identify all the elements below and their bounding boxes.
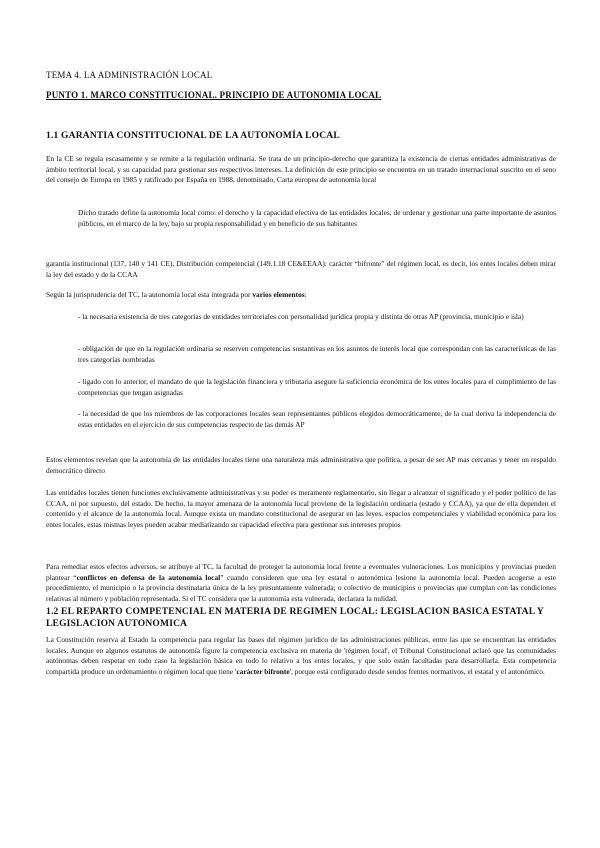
text-run: : xyxy=(304,290,307,299)
text-run: Según la jurisprudencia del TC, la autonomía local esta integrada por xyxy=(46,290,253,299)
paragraph-functions: Las entidades locales tienen funciones exclusivamente administrativas y su poder es meramente reglamentario, sin llegar a alcanzar el significado y el poder político de las CCAA, ni por supuesto, del estado. De hecho, la mayor amenaza de la autonomía local proviene de la legislación ordinaria (estado y CCAA), ya que de ella dependen el contenido y el alcance de la autonomía local. Aunque exista un mandato constitucional de asegurar en las leyes, espacios competenciales y viabilidad económica para los entes locales, estas mismas leyes pueden acabar mediatizando su capacidad efectiva para gestionar sus intereses propios xyxy=(46,488,556,529)
paragraph-definition: En la CE se regula escasamente y se remite a la regulación ordinaria. Se trata de un principio-derecho que garantiza la existencia de ciertas entidades administrativas de ámbito territorial local, y su capacidad para gestionar sus respectivos intereses. La definición de este principio se encuentra en un tratado internacional suscrito en el seno del consejo de Europa en 1985 y ratificado por España en 1988, denominado, Carta europea de autonomía local xyxy=(46,154,556,185)
bold-text: conflictos en defensa de la autonomía local xyxy=(76,572,221,582)
paragraph-protection xyxy=(46,562,556,604)
list-item: - ligado con lo anterior, el mandato de que la legislación financiera y tributaria asegure la suficiencia económica de los entes locales para el cumplimiento de las competencias que tengan asignadas xyxy=(78,377,556,397)
text-run: Para remediar estos efectos adversos, se atribuye al TC, la facultad de proteger la autonomía local frente a eventuales vulneraciones. Los municipios y provincias pueden plantear “ xyxy=(46,562,556,582)
paragraph-competence xyxy=(46,635,556,677)
subsection-title-1-1: 1.1 GARANTIA CONSTITUCIONAL DE LA AUTONOMÍA LOCAL xyxy=(46,131,340,141)
section-heading: PUNTO 1. MARCO CONSTITUCIONAL. PRINCIPIO DE AUTONOMIA LOCAL xyxy=(46,90,382,100)
bold-text: carácter bifronte xyxy=(236,666,290,676)
topic-heading: TEMA 4. LA ADMINISTRACIÓN LOCAL xyxy=(46,70,213,80)
bold-text: varios elementos xyxy=(252,290,305,299)
paragraph-elements-intro xyxy=(46,290,556,301)
list-item: - la necesaria existencia de tres categorías de entidades territoriales con personalidad jurídica propia y distinta de otras AP (provincia, municipio e isla) xyxy=(78,312,524,321)
subsection-title-1-2: 1.2 EL REPARTO COMPETENCIAL EN MATERIA DE REGIMEN LOCAL: LEGISLACION BASICA ESTATAL Y LEGISLACION AUTONOMICA xyxy=(46,607,544,629)
paragraph-nature: Estos elementos revelan que la autonomía de las entidades locales tiene una naturaleza más administrativa que política, a pesar de ser AP mas cercanas y tener un respaldo democrático directo xyxy=(46,455,556,475)
text-run: La Constitución reserva al Estado la competencia para regular las bases del régimen jurídico de las administraciones públicas, entre las que se encuentran las entidades locales. Aunque en algunos estatutos de autonomía figure la competencia exclusiva en materia de 'régimen local', el Tribunal Constitucional aclaró que las comunidades autónomas deben respetar en todo caso la legislación básica en todo lo relativo a los entes locales, y que solo están facultadas para desarrollarla. Esta competencia compartida produce un ordenamiento o régimen local que tiene ' xyxy=(46,635,556,676)
paragraph-guarantee: garantía institucional (137, 140 y 141 CE), Distribución competencial (149.1.18 CE&EEAA): carácter “bifronte” del régimen local, es decir, los entes locales deben mirar la ley del estado y de la CCAA xyxy=(46,259,556,279)
list-item: - la necesidad de que los miembros de las corporaciones locales sean representantes públicos elegidos democráticamente, de la cual deriva la independencia de estas entidades en el ejercicio de sus competencias respecto de las demás AP xyxy=(78,409,556,429)
text-run: ', porque está configurado desde sendos frentes normativos, el estatal y el autonómico. xyxy=(289,666,545,676)
text-run: ” cuando consideren que una ley estatal o autonómica lesione la autonomía local. Pueden acogerse a este procedimiento, el municipio o la provincia destinataria única de la ley presuntamente vulnerada; o colectivo de municipios o provincias que cumplan con las condiciones relativas al número y población representada. Si el TC considera que la autonomía esta vulnerada, declarara la nulidad. xyxy=(46,572,556,603)
quoted-definition: Dicho tratado define la autonomía local como: el derecho y la capacidad efectiva de las entidades locales, de ordenar y gestionar una parte importante de asuntos públicos, en el marco de la ley, bajo su propia responsabilidad y en beneficio de sus habitantes xyxy=(78,208,556,228)
list-item: - obligación de que en la regulación ordinaria se reserven competencias sustantivas en los asuntos de interés local que correspondan con las características de las tres categorías nombradas xyxy=(78,344,556,364)
